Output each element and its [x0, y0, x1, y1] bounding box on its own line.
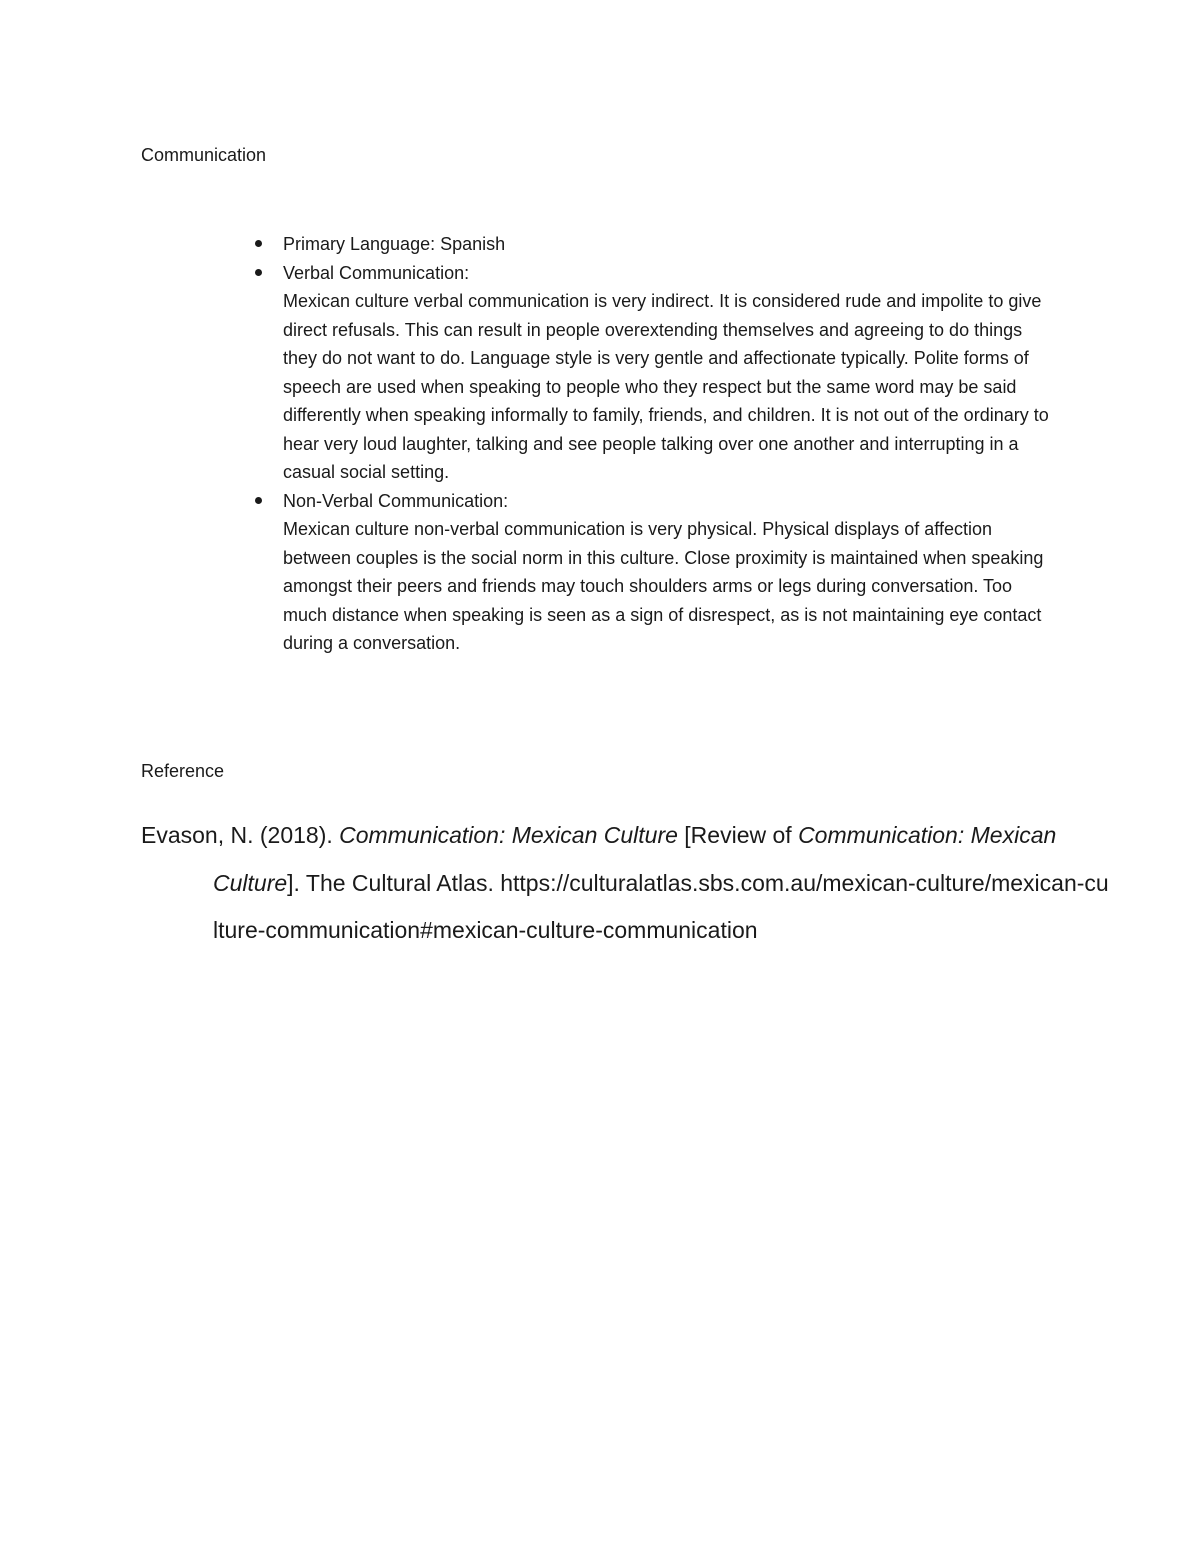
list-item-body: Mexican culture verbal communication is very indirect. It is considered rude and impolite to give direct refusals. This can result in people overextending themselves and agreeing to do things they do not want to do. Language style is very gentle and affectionate typically. Polite forms of speech are used when speaking to people who they respect but the same word may be said differently when speaking informally to family, friends, and children. It is not out of the ordinary to hear very loud laughter, talking and see people talking over one another and interrupting in a casual social setting.	[283, 291, 1049, 482]
list-item-label: Primary Language: Spanish	[283, 234, 506, 254]
list-item	[283, 487, 1053, 658]
list-item-label: Verbal Communication:	[283, 262, 470, 283]
bullet-icon	[255, 240, 262, 247]
section-heading-reference: Reference	[141, 761, 225, 781]
reference-review-open: [Review of	[677, 822, 799, 848]
list-item	[283, 259, 1053, 487]
reference-title: Communication: Mexican Culture	[339, 822, 678, 848]
reference-entry	[141, 812, 1113, 955]
reference-url: https://culturalatlas.sbs.com.au/mexican-culture/mexican-culture-communication#mexican-culture-communication	[213, 869, 1109, 943]
reference-review-close: ]. The Cultural Atlas.	[287, 869, 501, 896]
reference-author-year: Evason, N. (2018).	[141, 822, 340, 848]
list-item-body: Mexican culture non-verbal communication is very physical. Physical displays of affection between couples is the social norm in this culture. Close proximity is maintained when speaking amongst their peers and friends may touch shoulders arms or legs during conversation. Too much distance when speaking is seen as a sign of disrespect, as is not maintaining eye contact during a conversation.	[283, 519, 1044, 653]
list-item-label: Non-Verbal Communication:	[283, 490, 509, 511]
section-heading-communication: Communication	[141, 145, 267, 165]
bullet-list	[283, 230, 1053, 658]
bullet-icon	[255, 497, 262, 504]
bullet-icon	[255, 269, 262, 276]
reference-review-title: Communication: Mexican Culture	[213, 822, 1057, 896]
list-item	[283, 230, 1053, 259]
